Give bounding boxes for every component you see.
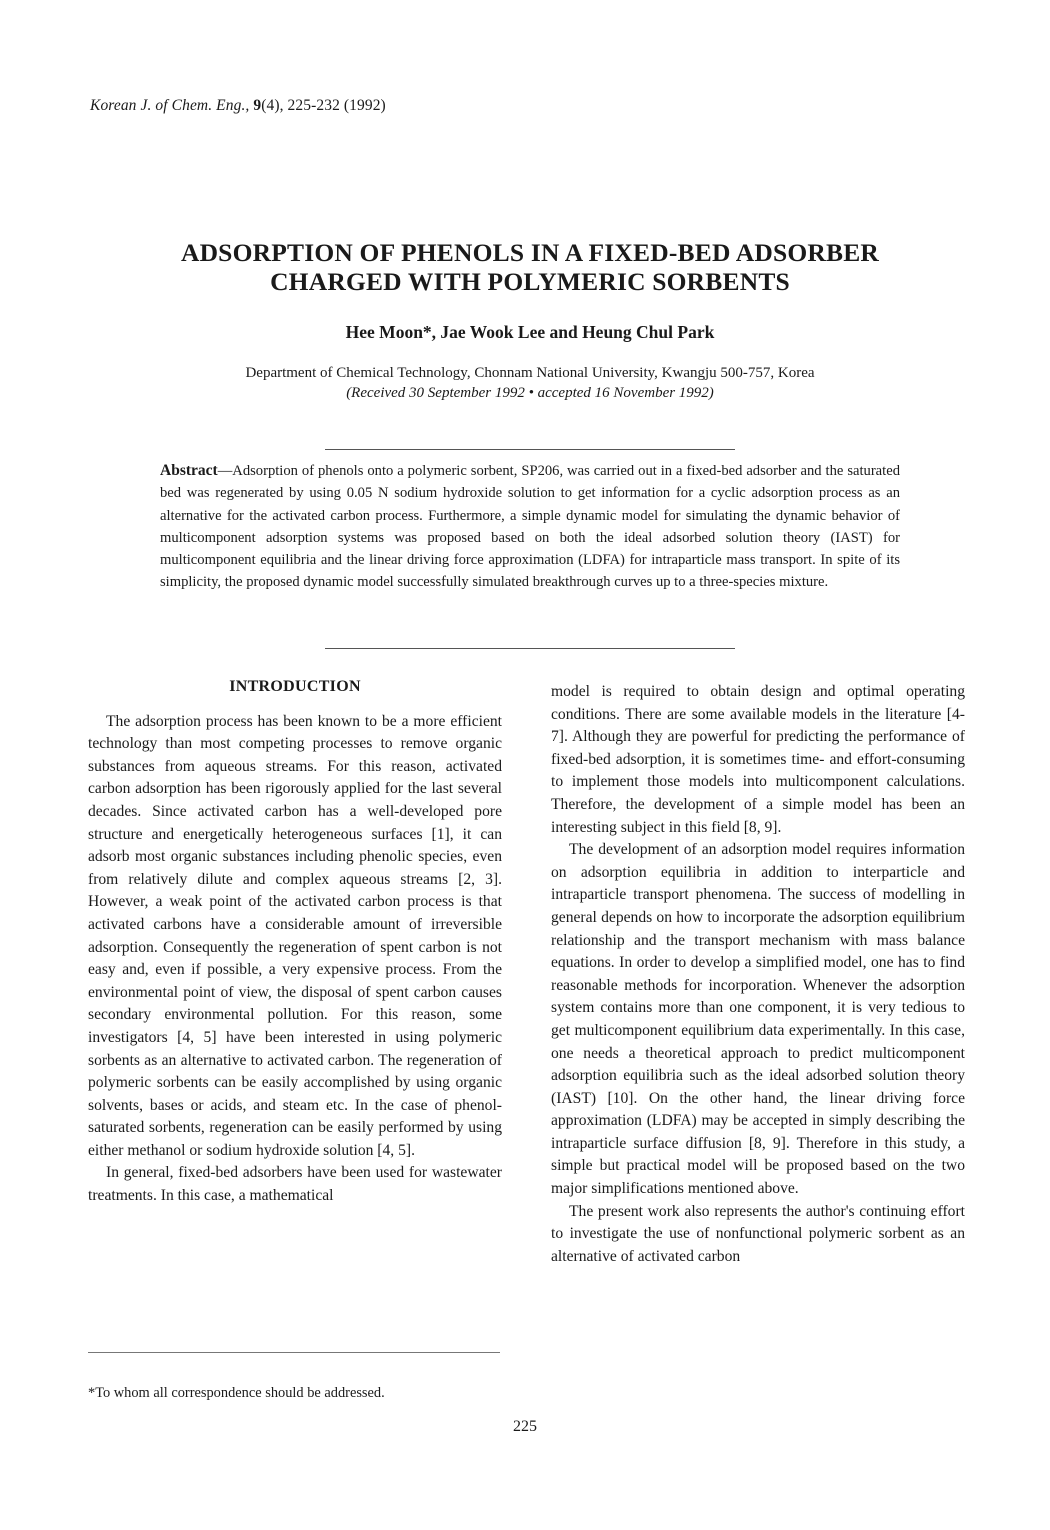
abstract [160, 460, 900, 594]
affiliation: Department of Chemical Technology, Chonnam National University, Kwangju 500-757, Korea [245, 365, 815, 381]
author-list: Hee Moon*, Jae Wook Lee and Heung Chul Park [345, 322, 715, 342]
abstract-top-rule [325, 449, 735, 450]
paper-title-line-1: ADSORPTION OF PHENOLS IN A FIXED-BED ADSORBER [180, 238, 880, 267]
abstract-label: Abstract [160, 462, 218, 479]
journal-reference [90, 97, 386, 115]
right-column [551, 681, 965, 1268]
intro-paragraph-4: The present work also represents the author's continuing effort to investigate the use of nonfunctional polymeric sorbent as an alternative of activated carbon [551, 1202, 965, 1265]
intro-paragraph-2: In general, fixed-bed adsorbers have been used for wastewater treatments. In this case, a mathematical [88, 1164, 502, 1205]
intro-paragraph-1: The adsorption process has been known to be a more efficient technology than most competing processes to remove organic substances from aqueous streams. For this reason, activated carbon adsorption has been rigorously applied for the last several decades. Since activated carbon has a well-developed pore structure and energetically heterogeneous surfaces [1], it can adsorb most organic substances including phenolic species, even from relatively dilute and complex aqueous streams [2, 3]. However, a weak point of the activated carbon process is that activated carbons have a considerable amount of irreversible adsorption. Consequently the regeneration of spent carbon is not easy and, even if possible, a very expensive process. From the environmental point of view, the disposal of spent carbon causes secondary environmental pollution. For this reason, some investigators [4, 5] have been interested in using polymeric sorbents as an alternative to activated carbon. The regeneration of polymeric sorbents can be easily accomplished by using organic solvents, bases or acids, and steam etc. In the case of phenol-saturated sorbents, regeneration can be easily performed by using either methanol or sodium hydroxide solution [4, 5]. [88, 712, 502, 1159]
paper-title [60, 238, 1000, 296]
affiliation-block [60, 363, 1000, 403]
abstract-dash: — [217, 463, 233, 479]
journal-volume: 9 [253, 97, 262, 114]
intro-paragraph-2-continued: model is required to obtain design and optimal operating conditions. There are some available models in the literature [4-7]. Although they are powerful for predicting the performance of fixed-bed adsorption, it is sometimes time- and effort-consuming to implement those models into multicomponent calculations. Therefore, the development of a simple model has been an interesting subject in this field [8, 9]. [551, 683, 965, 836]
footnote: *To whom all correspondence should be addressed. [88, 1385, 385, 1401]
footnote-rule [88, 1352, 500, 1353]
intro-paragraph-3: The development of an adsorption model requires information on adsorption equilibria in addition to interparticle and intraparticle transport phenomena. The success of modelling in general depends on how to incorporate the adsorption equilibrium relationship and the transport mechanism with mass balance equations. In order to develop a simplified model, one has to find reasonable methods for incorporation. Whenever the adsorption system contains more than one component, it is very tedious to get multicomponent equilibrium data experimentally. In this case, one needs a theoretical approach to predict multicomponent adsorption equilibria such as the ideal adsorbed solution theory (IAST) [10]. On the other hand, the linear driving force approximation (LDFA) may be accepted in simply describing the intraparticle surface diffusion [8, 9]. Therefore in this study, a simple but practical model will be proposed based on the two major simplifications mentioned above. [551, 841, 965, 1198]
paper-title-line-2: CHARGED WITH POLYMERIC SORBENTS [270, 267, 790, 296]
abstract-bottom-rule [325, 648, 735, 649]
left-column [88, 676, 502, 1208]
introduction-heading: INTRODUCTION [229, 678, 361, 695]
received-dates: (Received 30 September 1992 • accepted 16 November 1992) [346, 385, 714, 401]
journal-issue-pages-year: (4), 225-232 (1992) [261, 97, 386, 114]
journal-name: Korean J. of Chem. Eng., [90, 97, 250, 114]
abstract-text: Adsorption of phenols onto a polymeric sorbent, SP206, was carried out in a fixed-bed adsorber and the saturated bed was regenerated by using 0.05 N sodium hydroxide solution to get information for a cyclic adsorption process as an alternative for the activated carbon process. Furthermore, a simple dynamic model for simulating the dynamic behavior of multicomponent adsorption systems was proposed based on both the ideal adsorbed solution theory (IAST) for multicomponent equilibria and the linear driving force approximation (LDFA) for intraparticle mass transport. In spite of its simplicity, the proposed dynamic model successfully simulated breakthrough curves up to a three-species mixture. [160, 463, 900, 591]
page-number: 225 [513, 1418, 537, 1435]
